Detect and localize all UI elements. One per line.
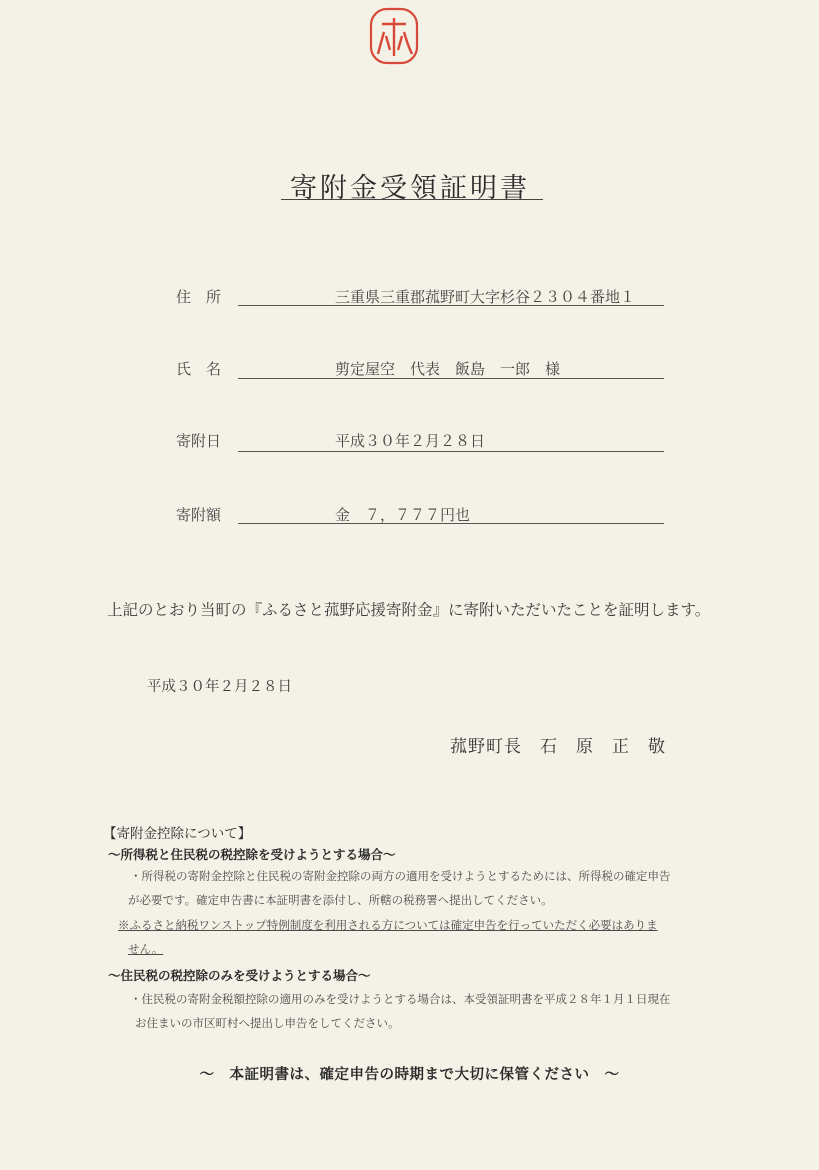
footer-notice: ～ 本証明書は、確定申告の時期まで大切に保管ください ～: [199, 1067, 620, 1083]
address-value: 三重県三重郡菰野町大字杉谷２３０４番地１: [335, 288, 636, 306]
donation-date-value: 平成３０年２月２８日: [335, 432, 486, 450]
notes-heading: 【寄附金控除について】: [103, 826, 252, 842]
section1-title: ～所得税と住民税の税控除を受けようとする場合～: [108, 847, 396, 862]
section1-line1: ・所得税の寄附金控除と住民税の寄附金控除の両方の適用を受けようとするためには、所得税の確定申告: [130, 869, 671, 883]
section2-line1: ・住民税の寄附金税額控除の適用のみを受けようとする場合は、本受領証明書を平成２８年１月１日現在: [130, 992, 671, 1006]
name-value: 剪定屋空 代表 飯島 一郎 様: [335, 360, 561, 378]
title-underline: [281, 199, 543, 200]
address-label: 住 所: [176, 288, 222, 306]
donation-amount-underline: [238, 523, 664, 524]
donation-amount-value: 金 ７，７７７円也: [335, 506, 471, 524]
section2-line2: お住まいの市区町村へ提出し申告をしてください。: [135, 1016, 400, 1030]
certification-statement: 上記のとおり当町の『ふるさと菰野応援寄附金』に寄附いただいたことを証明します。: [107, 601, 711, 619]
section1-note-line1: ※ふるさと納税ワンストップ特例制度を利用される方については確定申告を行っていただく必要はありま: [118, 918, 658, 932]
section2-title: ～住民税の税控除のみを受けようとする場合～: [108, 968, 371, 983]
issuer-signature: 菰野町長 石 原 正 敬: [450, 737, 666, 757]
donation-amount-label: 寄附額: [176, 506, 222, 524]
donation-date-label: 寄附日: [176, 432, 222, 450]
document-title: 寄附金受領証明書: [290, 173, 530, 204]
name-label: 氏 名: [176, 360, 222, 378]
name-underline: [238, 378, 664, 379]
section1-line2: が必要です。確定申告書に本証明書を添付し、所轄の税務署へ提出してください。: [128, 893, 553, 907]
official-seal-stamp: [368, 6, 420, 66]
address-underline: [238, 305, 664, 306]
issue-date: 平成３０年２月２８日: [147, 679, 292, 695]
donation-date-underline: [238, 451, 664, 452]
section1-note-line2: せん。: [128, 942, 164, 956]
